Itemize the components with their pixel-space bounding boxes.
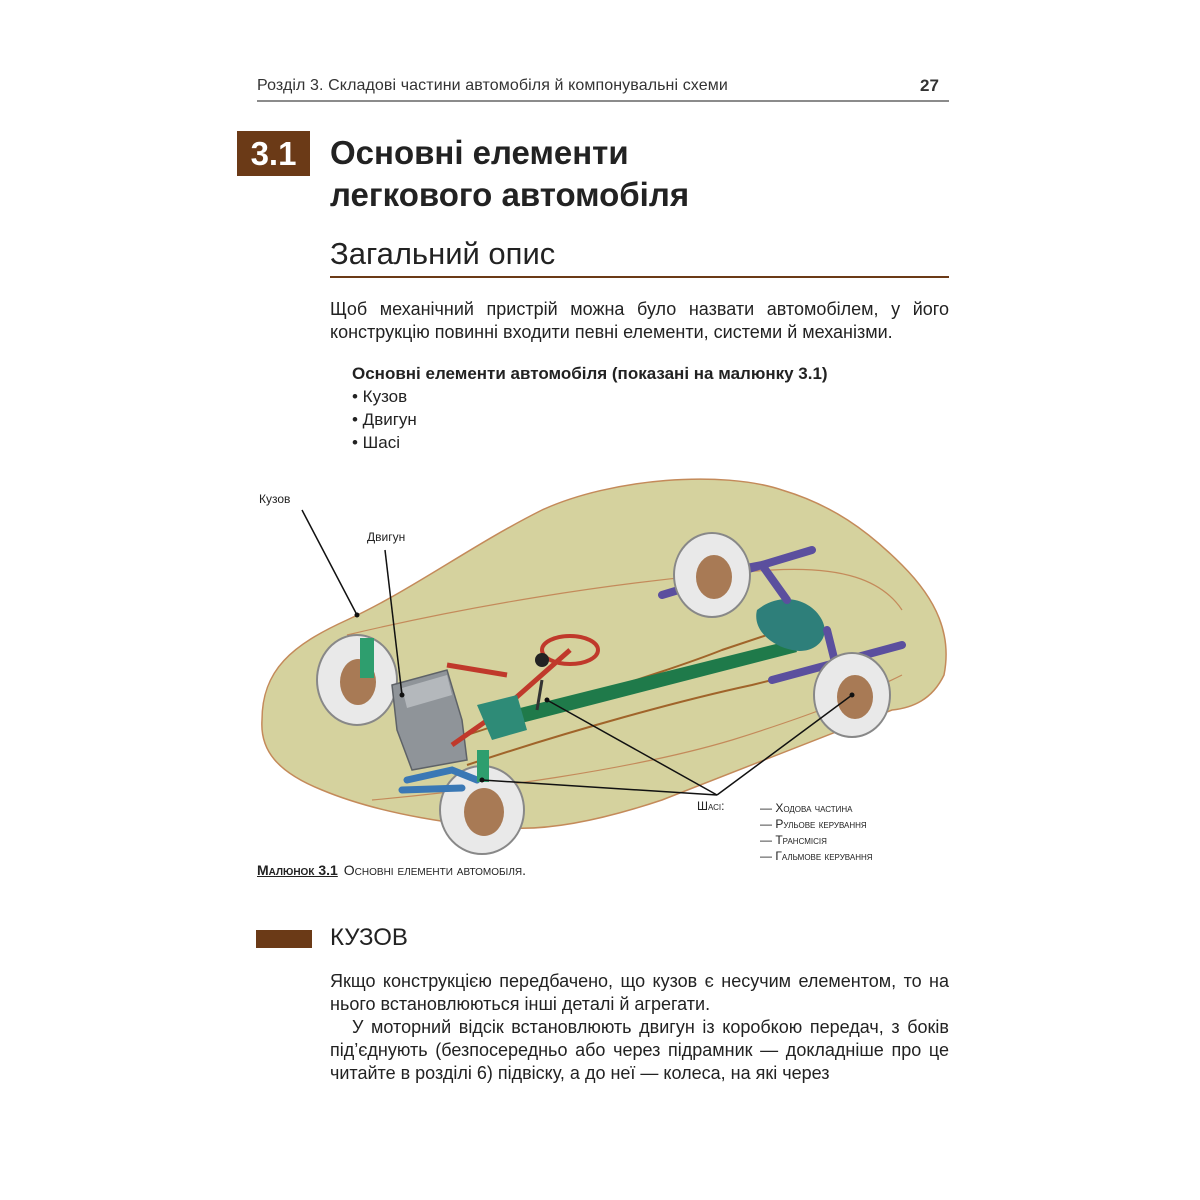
figure-caption: [257, 862, 526, 878]
section-title-line1: Основні елементи: [330, 134, 629, 171]
label-engine: Двигун: [367, 530, 406, 544]
subsection-divider: [330, 276, 949, 278]
gear-knob: [535, 653, 549, 667]
leader-line-body: [302, 510, 357, 615]
elements-list: [352, 385, 417, 454]
list-item: • Двигун: [352, 410, 417, 429]
chassis-label: Шасі:: [697, 799, 725, 813]
figure-caption-label: Малюнок 3.1: [257, 862, 338, 878]
list-heading: Основні елементи автомобіля (показані на малюнку 3.1): [352, 364, 828, 383]
running-header: Розділ 3. Складові частини автомобіля й компонувальні схеми: [257, 77, 728, 94]
kuzov-paragraph-2: У моторний відсік встановлюють двигун із коробкою передач, з боків під’єднують (безпосередньо або через підрамник — докладніше про це читайте в розділі 6) підвіску, а до неї — колеса, на які через: [330, 1017, 949, 1083]
chassis-item: — Ходова частина: [760, 801, 853, 815]
page-number: 27: [920, 76, 939, 95]
kuzov-heading: КУЗОВ: [330, 924, 408, 951]
chassis-item: — Трансмісія: [760, 833, 827, 847]
heading-marker: [256, 930, 312, 948]
list-item: • Кузов: [352, 387, 408, 406]
section-number-badge: 3.1: [237, 131, 310, 176]
chassis-item: — Гальмове керування: [760, 849, 873, 863]
label-body: Кузов: [259, 492, 291, 506]
chassis-item: — Рульове керування: [760, 817, 867, 831]
section-title-line2: легкового автомобіля: [330, 176, 690, 213]
subsection-title: Загальний опис: [330, 236, 556, 271]
list-item: • Шасі: [352, 433, 400, 452]
header-divider: [257, 100, 949, 102]
intro-paragraph: Щоб механічний пристрій можна було назвати автомобілем, у його конструкцію повинні входити певні елементи, системи й механізми.: [330, 299, 949, 342]
section-title: [330, 132, 950, 216]
chassis-legend: [697, 798, 873, 863]
kuzov-paragraph-1: Якщо конструкцією передбачено, що кузов є несучим елементом, то на нього встановлюються інші деталі й агрегати.: [330, 971, 949, 1014]
figure-caption-text: Основні елементи автомобіля.: [343, 862, 527, 878]
front-spring: [360, 638, 374, 678]
front-spring: [477, 750, 489, 782]
